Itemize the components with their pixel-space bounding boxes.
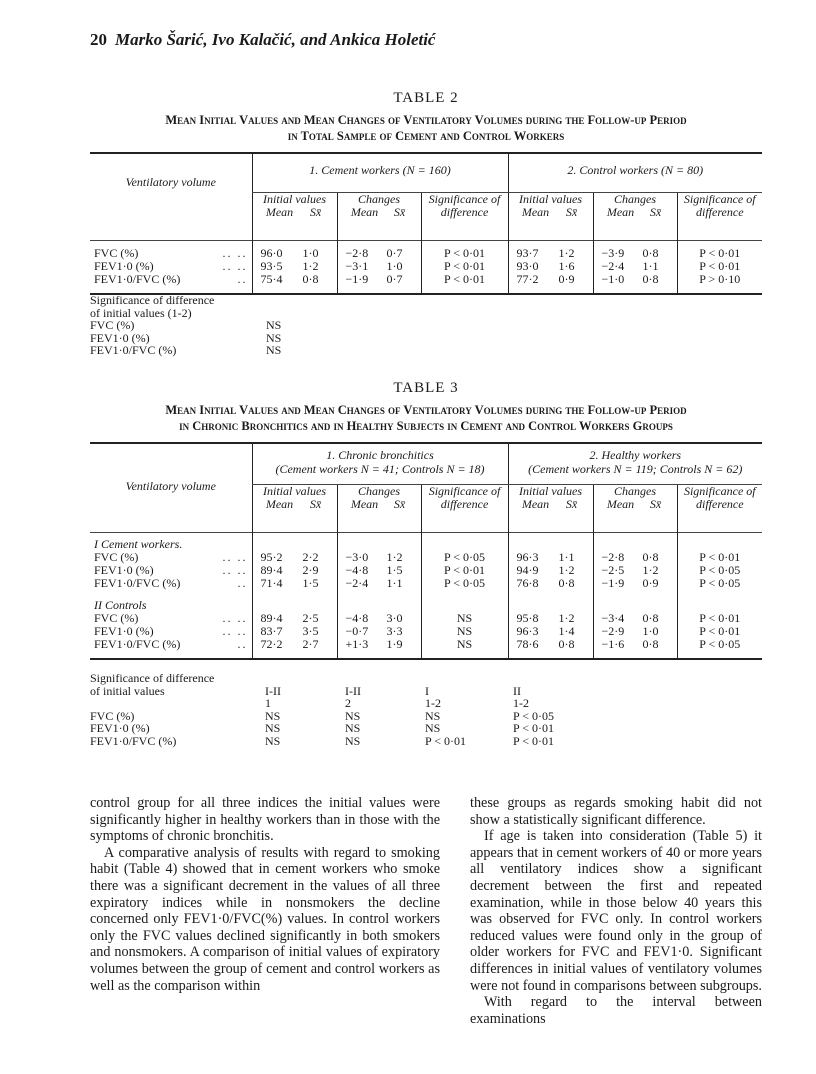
significance-heading: Significance of difference — [90, 293, 215, 307]
significance-cell: NS — [425, 708, 441, 723]
table3-label: TABLE 3 — [393, 380, 459, 396]
initial-sx: 2·2 — [302, 549, 319, 564]
significance-cell: FEV1·0/FVC (%) — [90, 733, 177, 748]
significance-cell: P < 0·01 — [677, 247, 762, 260]
change-cell — [593, 247, 677, 260]
change-cell — [593, 564, 677, 577]
col-initial-label: Initial values — [519, 484, 583, 498]
significance-row — [90, 319, 281, 332]
group-header: 1. Cement workers (N = 160) — [252, 153, 508, 193]
significance-cell: P < 0·01 — [677, 551, 762, 564]
table-row — [90, 551, 762, 564]
significance-cell: P < 0·01 — [421, 247, 508, 260]
significance-cell: P < 0·01 — [677, 612, 762, 625]
change-sx: 1·1 — [642, 258, 659, 273]
significance-cell: NS — [265, 708, 281, 723]
change-sx: 1·0 — [386, 258, 403, 273]
caption-line: in Chronic Bronchitics and in Healthy Subjects in Cement and Control Workers Groups — [179, 419, 673, 433]
significance-row — [90, 735, 613, 748]
initial-mean: 71·4 — [260, 575, 283, 590]
row-label: FVC (%) — [94, 549, 139, 564]
paragraph: With regard to the interval between examinations — [470, 994, 762, 1027]
table2-caption — [90, 112, 762, 144]
col-initial-label: Initial values — [263, 192, 326, 206]
change-cell — [337, 577, 421, 590]
row-label: FEV1·0/FVC (%) — [94, 636, 181, 651]
change-cell — [337, 273, 421, 286]
significance-cell: P < 0·05 — [513, 708, 554, 723]
significance-label: FVC (%) — [90, 318, 135, 332]
initial-cell — [252, 577, 337, 590]
table-row — [90, 625, 762, 638]
significance-cell: II — [513, 683, 521, 698]
significance-cell: 2 — [345, 696, 351, 710]
col-changes-label: Changes — [358, 484, 400, 498]
change-sx: 1·9 — [386, 636, 403, 651]
paragraph: control group for all three indices the initial values were significantly higher in healthy workers than in those with the symptoms of chronic bronchitis. — [90, 795, 440, 845]
paragraph: If age is taken into consideration (Table 5) it appears that in cement workers of 40 or more years all ventilatory indices show a significant decrement between the first and repeated examination, while in those below 40 years this was observed for FVC only. In control workers reduced values were found only in the group of older workers for FVC and FEV1·0. Significant differences in initial values of ventilatory volumes were not found in comparisons between subgroups. — [470, 828, 762, 994]
row-label: FEV1·0 (%) — [94, 562, 154, 577]
initial-cell — [508, 260, 593, 273]
change-mean: −3·0 — [345, 549, 369, 564]
table2-significance — [90, 294, 281, 357]
significance-cell: FVC (%) — [90, 708, 135, 723]
authors: Marko Šarić, Ivo Kalačić, and Ankica Holetić — [115, 30, 436, 49]
change-sx: 0·9 — [642, 575, 659, 590]
caption-line: Mean Initial Values and Mean Changes of Ventilatory Volumes during the Follow-up Period — [165, 403, 687, 417]
change-cell — [593, 577, 677, 590]
significance-cell: I — [425, 683, 429, 698]
mean-label: Mean — [521, 497, 550, 511]
significance-cell: of initial values — [90, 683, 165, 698]
group-title: 2. Healthy workers — [589, 448, 682, 462]
significance-cell: P > 0·10 — [677, 273, 762, 286]
col-initial-values — [508, 485, 593, 533]
significance-cell: P < 0·01 — [513, 733, 554, 748]
initial-cell — [508, 577, 593, 590]
significance-heading: of initial values (1-2) — [90, 305, 192, 320]
col-changes — [337, 193, 421, 241]
change-cell — [593, 638, 677, 651]
caption-line: Mean Initial Values and Mean Changes of Ventilatory Volumes during the Follow-up Period — [165, 113, 687, 127]
body-column-left — [90, 795, 440, 994]
significance-label: FEV1·0 (%) — [90, 330, 150, 345]
change-sx: 1·1 — [386, 575, 403, 590]
change-sx: 0·8 — [642, 549, 659, 564]
initial-cell — [252, 638, 337, 651]
significance-row — [90, 685, 613, 698]
leader-dots: .. .. — [222, 549, 248, 564]
row-label-cell — [90, 577, 252, 590]
significance-cell: NS — [345, 708, 361, 723]
change-mean: −2·4 — [345, 575, 369, 590]
significance-cell: P < 0·01 — [421, 564, 508, 577]
sx-label: Sx̄ — [565, 497, 578, 511]
significance-cell: NS — [265, 721, 281, 735]
significance-cell — [345, 672, 425, 685]
initial-cell — [252, 625, 337, 638]
change-cell — [337, 551, 421, 564]
initial-mean: 89·4 — [260, 610, 283, 625]
initial-cell — [252, 260, 337, 273]
significance-cell: P < 0·05 — [677, 638, 762, 651]
initial-mean: 93·5 — [260, 258, 283, 273]
running-head — [90, 30, 435, 50]
change-mean: −2·4 — [601, 258, 625, 273]
significance-row — [90, 672, 613, 685]
change-mean: −2·5 — [601, 562, 625, 577]
change-sx: 0·8 — [642, 610, 659, 625]
page-number: 20 — [90, 30, 107, 49]
significance-row — [90, 344, 281, 357]
change-mean: −0·7 — [345, 623, 369, 638]
row-label: FEV1·0/FVC (%) — [94, 271, 181, 286]
mean-label: Mean — [521, 205, 550, 219]
row-header: Ventilatory volume — [125, 479, 216, 493]
table-row — [90, 564, 762, 577]
initial-mean: 95·2 — [260, 549, 283, 564]
change-sx: 0·8 — [642, 245, 659, 260]
initial-sx: 2·5 — [302, 610, 319, 625]
change-sx: 3·0 — [386, 610, 403, 625]
significance-cell: P < 0·01 — [425, 733, 466, 748]
significance-row — [90, 722, 613, 735]
table2-label: TABLE 2 — [393, 90, 459, 106]
initial-cell — [508, 247, 593, 260]
initial-sx: 1·5 — [302, 575, 319, 590]
significance-cell: 1-2 — [513, 696, 529, 710]
initial-sx: 0·9 — [558, 271, 575, 286]
significance-cell: P < 0·01 — [677, 625, 762, 638]
initial-mean: 96·0 — [260, 245, 283, 260]
row-label: FEV1·0/FVC (%) — [94, 575, 181, 590]
change-sx: 1·2 — [642, 562, 659, 577]
table3 — [90, 442, 762, 660]
col-significance: Significance of difference — [677, 485, 762, 533]
paragraph: A comparative analysis of results with regard to smoking habit (Table 4) showed that in cement workers who smoke there was a significant decrement in the values of all three expiratory indices while in nonsmokers the decline concerned only FEV1·0/FVC(%) values. In control workers only the FVC values declined significantly in both smokers and nonsmokers. A comparison of initial values of expiratory volumes between the group of cement and control workers as well as the comparison within — [90, 844, 440, 994]
significance-cell: NS — [421, 612, 508, 625]
significance-cell: P < 0·01 — [513, 721, 554, 735]
initial-mean: 76·8 — [516, 575, 539, 590]
significance-label: FEV1·0/FVC (%) — [90, 343, 177, 357]
table-row — [90, 612, 762, 625]
caption-line: in Total Sample of Cement and Control Workers — [287, 129, 565, 143]
col-significance: Significance of difference — [421, 485, 508, 533]
significance-cell: P < 0·01 — [421, 260, 508, 273]
row-label: FEV1·0 (%) — [94, 258, 154, 273]
significance-cell: I-II — [265, 683, 281, 698]
sx-label: Sx̄ — [309, 497, 322, 511]
initial-mean: 93·0 — [516, 258, 539, 273]
change-mean: −3·1 — [345, 258, 369, 273]
change-mean: −3·9 — [601, 245, 625, 260]
col-changes — [593, 485, 677, 533]
initial-cell — [252, 551, 337, 564]
change-cell — [593, 625, 677, 638]
change-mean: −1·9 — [601, 575, 625, 590]
significance-row — [90, 697, 613, 710]
sx-label: Sx̄ — [393, 205, 406, 219]
significance-cell: NS — [421, 625, 508, 638]
group-header — [252, 443, 508, 485]
change-mean: −2·8 — [345, 245, 369, 260]
change-sx: 3·3 — [386, 623, 403, 638]
col-initial-label: Initial values — [519, 192, 582, 206]
significance-cell — [90, 697, 265, 710]
change-sx: 0·8 — [642, 636, 659, 651]
initial-sx: 1·4 — [558, 623, 575, 638]
initial-mean: 72·2 — [260, 636, 283, 651]
group-subtitle: (Cement workers N = 119; Controls N = 62) — [528, 462, 743, 476]
initial-sx: 0·8 — [558, 636, 575, 651]
initial-sx: 0·8 — [302, 271, 319, 286]
table2 — [90, 152, 762, 295]
initial-cell — [252, 612, 337, 625]
leader-dots: .. — [237, 575, 248, 590]
table3-significance — [90, 672, 613, 747]
significance-cell: P < 0·05 — [421, 551, 508, 564]
initial-sx: 1·6 — [558, 258, 575, 273]
initial-sx: 1·2 — [558, 245, 575, 260]
section-title: I Cement workers. — [94, 536, 183, 551]
initial-sx: 2·7 — [302, 636, 319, 651]
change-sx: 0·7 — [386, 245, 403, 260]
initial-mean: 94·9 — [516, 562, 539, 577]
mean-label: Mean — [350, 497, 379, 511]
row-label-cell — [90, 273, 252, 286]
table-row — [90, 577, 762, 590]
significance-cell: P < 0·05 — [677, 577, 762, 590]
initial-sx: 1·2 — [558, 610, 575, 625]
significance-value: NS — [266, 318, 282, 332]
significance-cell: NS — [425, 721, 441, 735]
col-initial-label: Initial values — [263, 484, 326, 498]
change-mean: −2·8 — [601, 549, 625, 564]
group-title: 1. Chronic bronchitics — [326, 448, 434, 462]
leader-dots: .. .. — [222, 623, 248, 638]
leader-dots: .. — [237, 636, 248, 651]
initial-cell — [508, 638, 593, 651]
col-changes-label: Changes — [614, 192, 656, 206]
change-sx: 0·7 — [386, 271, 403, 286]
leader-dots: .. .. — [222, 562, 248, 577]
table-row — [90, 247, 762, 260]
significance-value: NS — [266, 330, 282, 345]
significance-cell: P < 0·05 — [677, 564, 762, 577]
change-mean: −4·8 — [345, 562, 369, 577]
significance-cell — [265, 672, 345, 685]
col-initial-values — [252, 193, 337, 241]
change-sx: 0·8 — [642, 271, 659, 286]
initial-cell — [508, 564, 593, 577]
significance-cell: Significance of difference — [90, 671, 215, 685]
initial-sx: 1·0 — [302, 245, 319, 260]
group-header — [508, 443, 762, 485]
change-sx: 1·5 — [386, 562, 403, 577]
change-mean: −1·6 — [601, 636, 625, 651]
change-mean: −2·9 — [601, 623, 625, 638]
initial-sx: 1·2 — [558, 562, 575, 577]
initial-cell — [252, 247, 337, 260]
paragraph: these groups as regards smoking habit did not show a statistically significant difference. — [470, 795, 762, 828]
table3-caption — [90, 402, 762, 434]
significance-value: NS — [266, 343, 282, 357]
row-label: FVC (%) — [94, 610, 139, 625]
change-cell — [593, 273, 677, 286]
col-significance: Significance of difference — [421, 193, 508, 241]
significance-cell: NS — [345, 721, 361, 735]
initial-cell — [508, 612, 593, 625]
initial-sx: 1·2 — [302, 258, 319, 273]
leader-dots: .. .. — [222, 258, 248, 273]
col-significance: Significance of difference — [677, 193, 762, 241]
change-cell — [337, 638, 421, 651]
change-mean: −4·8 — [345, 610, 369, 625]
body-column-right — [470, 795, 762, 1027]
initial-mean: 83·7 — [260, 623, 283, 638]
initial-mean: 95·8 — [516, 610, 539, 625]
row-label-cell — [90, 638, 252, 651]
change-cell — [337, 564, 421, 577]
initial-sx: 2·9 — [302, 562, 319, 577]
sx-label: Sx̄ — [309, 205, 322, 219]
mean-label: Mean — [265, 497, 294, 511]
change-sx: 1·2 — [386, 549, 403, 564]
sx-label: Sx̄ — [565, 205, 578, 219]
initial-cell — [508, 551, 593, 564]
initial-cell — [252, 564, 337, 577]
col-changes — [593, 193, 677, 241]
leader-dots: .. .. — [222, 245, 248, 260]
significance-cell: P < 0·01 — [421, 273, 508, 286]
col-changes-label: Changes — [358, 192, 400, 206]
initial-mean: 96·3 — [516, 623, 539, 638]
initial-mean: 77·2 — [516, 271, 539, 286]
initial-mean: 96·3 — [516, 549, 539, 564]
section-title: II Controls — [94, 597, 147, 612]
significance-cell: NS — [345, 733, 361, 748]
initial-mean: 78·6 — [516, 636, 539, 651]
change-cell — [337, 247, 421, 260]
significance-cell: 1-2 — [425, 696, 441, 710]
change-cell — [337, 612, 421, 625]
change-cell — [337, 625, 421, 638]
mean-label: Mean — [606, 497, 635, 511]
sx-label: Sx̄ — [649, 497, 662, 511]
change-cell — [593, 551, 677, 564]
row-label: FEV1·0 (%) — [94, 623, 154, 638]
initial-cell — [508, 625, 593, 638]
change-sx: 1·0 — [642, 623, 659, 638]
group-header: 2. Control workers (N = 80) — [508, 153, 762, 193]
leader-dots: .. .. — [222, 610, 248, 625]
initial-mean: 89·4 — [260, 562, 283, 577]
significance-cell — [425, 672, 513, 685]
sx-label: Sx̄ — [393, 497, 406, 511]
change-mean: −1·0 — [601, 271, 625, 286]
change-mean: −1·9 — [345, 271, 369, 286]
significance-cell — [513, 672, 613, 685]
change-cell — [593, 260, 677, 273]
significance-cell: FEV1·0 (%) — [90, 721, 150, 735]
significance-cell: NS — [265, 733, 281, 748]
significance-cell: 1 — [265, 696, 271, 710]
significance-cell: NS — [421, 638, 508, 651]
significance-cell: I-II — [345, 683, 361, 698]
initial-sx: 0·8 — [558, 575, 575, 590]
initial-mean: 75·4 — [260, 271, 283, 286]
group-subtitle: (Cement workers N = 41; Controls N = 18) — [275, 462, 485, 476]
sx-label: Sx̄ — [649, 205, 662, 219]
mean-label: Mean — [350, 205, 379, 219]
row-label: FVC (%) — [94, 245, 139, 260]
initial-sx: 1·1 — [558, 549, 575, 564]
change-cell — [337, 260, 421, 273]
change-cell — [593, 612, 677, 625]
initial-cell — [252, 273, 337, 286]
mean-label: Mean — [606, 205, 635, 219]
significance-cell: P < 0·05 — [421, 577, 508, 590]
table-row — [90, 260, 762, 273]
col-initial-values — [252, 485, 337, 533]
change-mean: +1·3 — [345, 636, 369, 651]
significance-cell: P < 0·01 — [677, 260, 762, 273]
col-changes-label: Changes — [614, 484, 657, 498]
initial-sx: 3·5 — [302, 623, 319, 638]
row-header: Ventilatory volume — [125, 175, 216, 189]
initial-cell — [508, 273, 593, 286]
col-changes — [337, 485, 421, 533]
change-mean: −3·4 — [601, 610, 625, 625]
table-row — [90, 273, 762, 286]
table-row — [90, 638, 762, 651]
initial-mean: 93·7 — [516, 245, 539, 260]
col-initial-values — [508, 193, 593, 241]
leader-dots: .. — [237, 271, 248, 286]
mean-label: Mean — [265, 205, 294, 219]
